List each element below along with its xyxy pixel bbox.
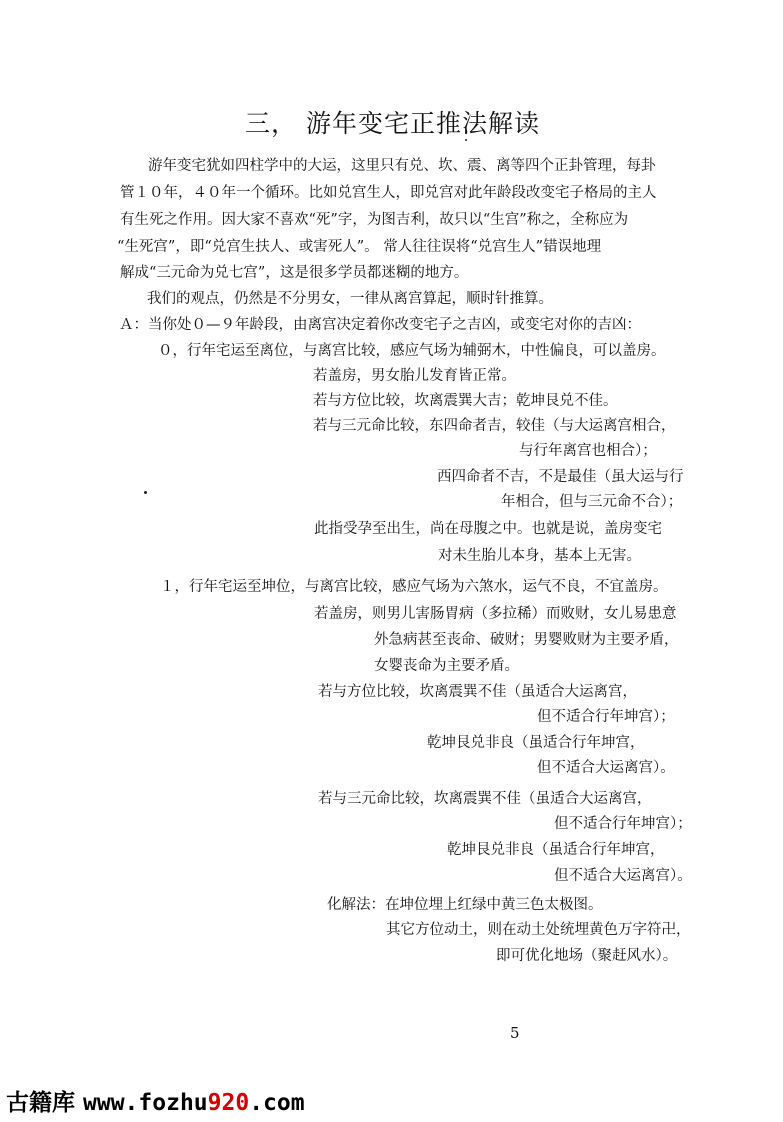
body-line: 若与三元命比较，坎离震巽不佳（虽适合大运离宫，: [318, 791, 652, 807]
scan-speck: [144, 491, 147, 494]
body-line: 解成“三元命为兑七宫”，这是很多学员都迷糊的地方。: [120, 265, 469, 281]
site-name: 古籍库: [6, 1090, 75, 1116]
site-url: www.fozhu920.com: [83, 1090, 305, 1116]
body-line: 外急病甚至丧命、破财；男婴败财为主要矛盾，: [374, 632, 679, 648]
site-watermark: [6, 1084, 305, 1117]
body-line: 女婴丧命为主要矛盾。: [374, 658, 519, 674]
body-line: 乾坤艮兑非良（虽适合行年坤宫，: [427, 735, 645, 751]
body-line: 游年变宅犹如四柱学中的大运，这里只有兑、坎、震、离等四个正卦管理，每卦: [148, 158, 656, 174]
scan-speck: [465, 139, 467, 141]
body-line: 管１０年，４０年一个循环。比如兑宫生人，即兑宫对此年龄段改变宅子格局的主人: [120, 185, 657, 201]
body-line: 与行年离宫也相合）；: [519, 443, 657, 459]
body-line: 此指受孕至出生，尚在母腹之中。也就是说，盖房变宅: [314, 521, 662, 537]
case-0-line: ０，行年宅运至离位，与离宫比较，感应气场为辅弼木，中性偏良，可以盖房。: [158, 343, 666, 359]
body-line: 但不适合大运离宫）。: [537, 760, 675, 776]
body-line: 我们的观点，仍然是不分男女，一律从离宫算起，顺时针推算。: [147, 291, 553, 307]
section-a-heading: Ａ：当你处０—９年龄段，由离宫决定着你改变宅子之吉凶，或变宅对你的吉凶：: [119, 317, 641, 333]
remedy-line: 化解法：在坤位埋上红绿中黄三色太极图。: [327, 897, 603, 913]
body-line: 若与方位比较，坎离震巽大吉；乾坤艮兑不佳。: [313, 393, 618, 409]
body-line: 即可优化地场（聚赶风水）。: [496, 948, 678, 964]
body-line: 对未生胎儿本身，基本上无害。: [438, 548, 641, 564]
page-title: 三， 游年变宅正推法解读: [245, 109, 540, 138]
body-line: 若盖房，则男儿害肠胃病（多拉稀）而败财，女儿易患意: [314, 606, 677, 622]
body-line: 若与三元命比较，东四命者吉，较佳（与大运离宫相合，: [313, 418, 676, 434]
body-line: 但不适合行年坤宫）；: [537, 709, 675, 725]
body-line: 但不适合大运离宫）。: [554, 868, 692, 884]
body-line: 若与方位比较，坎离震巽不佳（虽适合大运离宫，: [318, 684, 637, 700]
body-line: 乾坤艮兑非良（虽适合行年坤宫，: [447, 842, 665, 858]
body-line: 西四命者不吉，不是最佳（虽大运与行: [437, 469, 684, 485]
body-line: 有生死之作用。因大家不喜欢“死”字，为图吉利，故只以“生宫”称之，全称应为: [120, 212, 629, 228]
body-line: “生死宫”，即“兑宫生扶人、或害死人”。 常人往往误将“兑宫生人”错误地理: [117, 239, 602, 255]
body-line: 若盖房，男女胎儿发育皆正常。: [313, 368, 516, 384]
body-line: 年相合，但与三元命不合）；: [501, 494, 683, 510]
body-line: 其它方位动土，则在动土处统埋黄色万字符卍，: [386, 922, 691, 938]
page-number: 5: [510, 1024, 520, 1042]
case-1-line: １，行年宅运至坤位，与离宫比较，感应气场为六煞水，运气不良，不宜盖房。: [160, 579, 668, 595]
body-line: 但不适合行年坤宫）；: [554, 816, 692, 832]
